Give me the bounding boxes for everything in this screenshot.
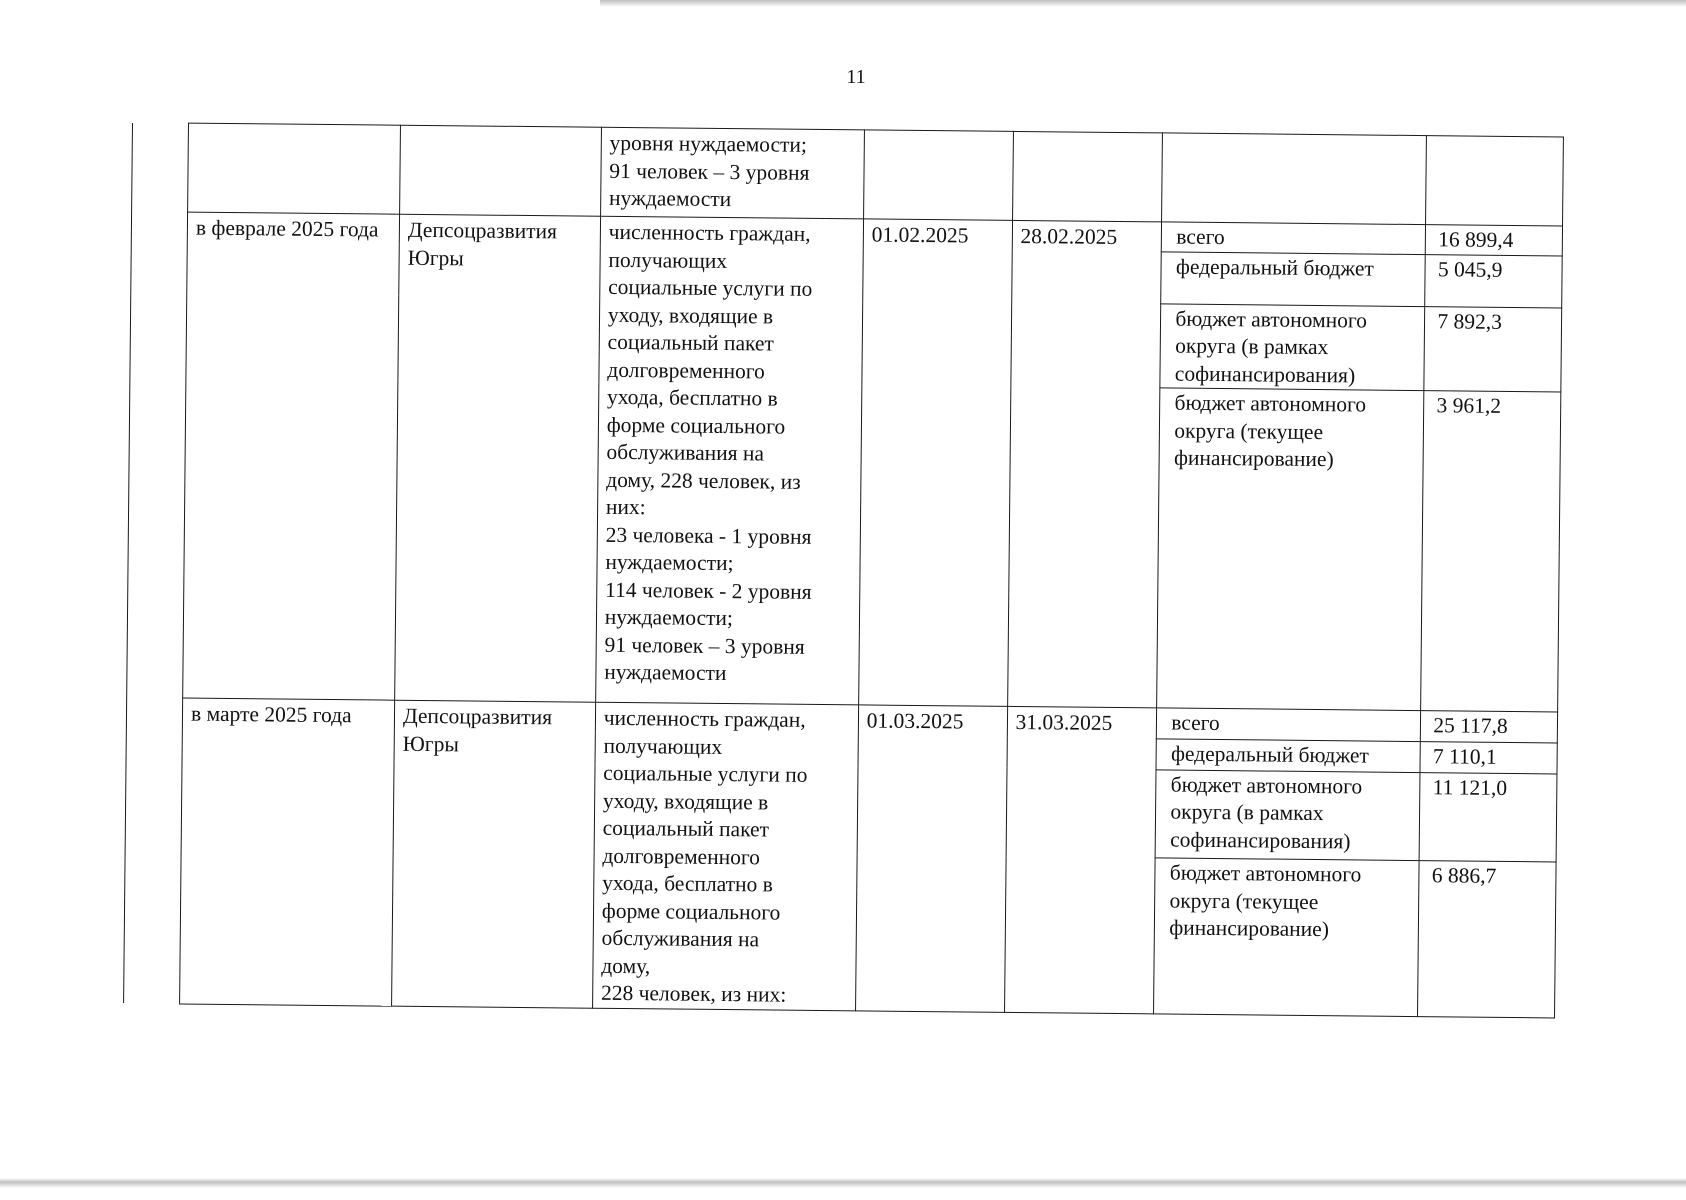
margin-column: [124, 123, 189, 1004]
indicator-line: обслуживания на: [601, 925, 760, 952]
indicator-line: форме социального: [606, 412, 786, 439]
indicator-line: 91 человек – 3 уровня: [604, 632, 805, 659]
funding-source-cell: бюджет автономного округа (в рамках софинансирования): [1155, 770, 1420, 861]
indicator-line: дому,: [601, 953, 651, 978]
funding-source-cell: бюджет автономного округа (текущее финансирование): [1157, 388, 1424, 711]
indicator-line: социальные услуги по: [608, 274, 813, 301]
indicator-line: 114 человек - 2 уровня: [604, 577, 812, 604]
start-date-cell: 01.02.2025: [858, 219, 1012, 706]
funding-amount-cell: 6 886,7: [1418, 861, 1556, 1018]
activity-table: [123, 122, 1564, 1018]
indicator-line: 228 человек, из них:: [600, 980, 787, 1007]
scan-edge-top: [600, 0, 1686, 7]
executor-cell: Депсоцразвития Югры: [392, 700, 596, 1008]
document-page: [123, 122, 1564, 1016]
funding-source-cell: федеральный бюджет: [1156, 739, 1420, 773]
indicator-cell: [600, 127, 864, 219]
indicator-line: нуждаемости: [604, 659, 727, 686]
executor-cell: Депсоцразвития Югры: [395, 214, 601, 702]
end-date-cell: 28.02.2025: [1007, 220, 1162, 707]
funding-amount-cell: 3 961,2: [1421, 391, 1561, 712]
indicator-line: социальный пакет: [602, 815, 770, 842]
funding-source-cell: всего: [1162, 222, 1426, 254]
page-number: 11: [846, 66, 866, 88]
indicator-line: форме социального: [601, 898, 781, 925]
funding-amount-cell: 7 892,3: [1424, 306, 1562, 392]
funding-amount-cell: 25 117,8: [1421, 711, 1558, 743]
indicator-line: ухода, бесплатно в: [602, 870, 773, 897]
indicator-line: численность граждан,: [603, 705, 806, 732]
indicator-line: долговременного: [602, 843, 761, 869]
start-date-cell: [863, 130, 1013, 221]
funding-amount-cell: 7 110,1: [1420, 741, 1557, 773]
indicator-line: них:: [605, 494, 646, 520]
end-date-cell: 31.03.2025: [1004, 706, 1157, 1013]
indicator-line: нуждаемости: [608, 185, 732, 212]
indicator-line: получающих: [603, 733, 723, 759]
indicator-line: уходу, входящие в: [607, 302, 774, 328]
funding-source-cell: [1162, 133, 1427, 225]
end-date-cell: [1012, 131, 1163, 222]
funding-amount-cell: [1426, 136, 1564, 226]
indicator-line: обслуживания на: [606, 439, 765, 466]
indicator-line: уходу, входящие в: [602, 788, 769, 814]
funding-source-cell: федеральный бюджет: [1161, 251, 1425, 306]
start-date-cell: 01.03.2025: [855, 705, 1007, 1012]
funding-amount-cell: 5 045,9: [1425, 254, 1562, 307]
indicator-line: уровня нуждаемости;: [609, 130, 808, 157]
funding-amount-cell: 16 899,4: [1426, 225, 1563, 256]
indicator-line: ухода, бесплатно в: [606, 384, 778, 411]
indicator-line: 23 человека - 1 уровня: [605, 522, 812, 549]
indicator-line: нуждаемости;: [605, 549, 734, 576]
scan-edge-bottom: [0, 1178, 1686, 1188]
indicator-line: 91 человек – 3 уровня: [609, 158, 810, 185]
indicator-line: получающих: [608, 247, 728, 273]
period-cell: в марте 2025 года: [180, 698, 395, 1006]
funding-amount-cell: 11 121,0: [1419, 772, 1557, 862]
indicator-line: численность граждан,: [608, 219, 811, 246]
funding-source-cell: всего: [1157, 708, 1421, 742]
period-cell: в феврале 2025 года: [183, 212, 400, 700]
indicator-cell: [592, 702, 858, 1010]
indicator-line: социальные услуги по: [603, 760, 808, 787]
period-cell: [188, 123, 401, 214]
executor-cell: [400, 125, 602, 216]
indicator-line: нуждаемости;: [604, 604, 734, 631]
indicator-cell: [595, 216, 863, 705]
funding-source-cell: бюджет автономного округа (в рамках софинансирования): [1160, 303, 1425, 390]
indicator-line: дому, 228 человек, из: [606, 467, 801, 494]
indicator-line: долговременного: [607, 357, 766, 383]
indicator-line: социальный пакет: [607, 329, 775, 356]
table-row: [132, 123, 1564, 226]
funding-source-cell: бюджет автономного округа (текущее финансирование): [1154, 858, 1420, 1016]
